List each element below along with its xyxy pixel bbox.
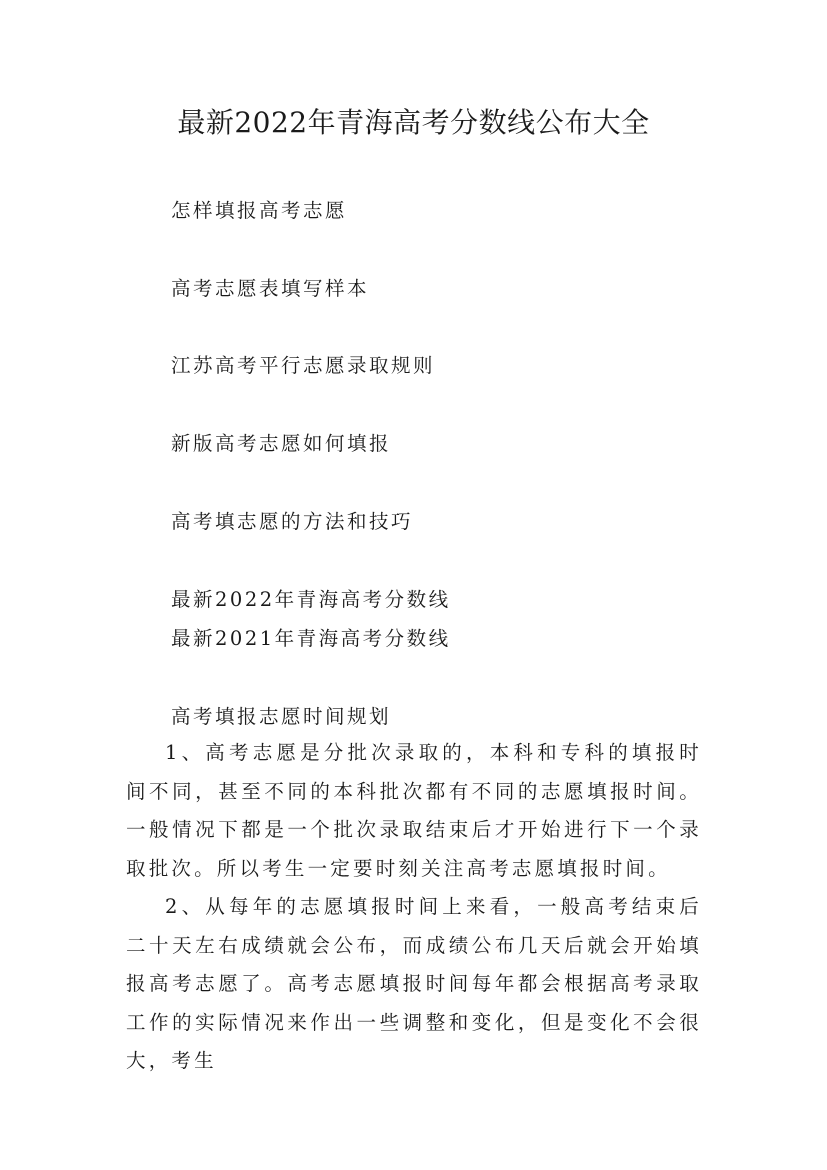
paragraph-2: 2、从每年的志愿填报时间上来看，一般高考结束后二十天左右成绩就会公布，而成绩公布几天后就会开始填报高考志愿了。高考志愿填报时间每年都会根据高考录取工作的实际情况来作出一些调整和变化，但是变化不会很大，考生	[126, 895, 702, 1072]
body-text	[126, 734, 702, 1081]
link-item-methods-tips[interactable]: 高考填志愿的方法和技巧	[171, 510, 414, 533]
link-item-form-sample[interactable]: 高考志愿表填写样本	[171, 277, 370, 300]
link-item-2021-scores[interactable]: 最新2021年青海高考分数线	[171, 627, 451, 650]
document-title: 最新2022年青海高考分数线公布大全	[177, 106, 650, 139]
link-item-how-to-fill[interactable]: 怎样填报高考志愿	[171, 199, 348, 222]
link-item-2022-scores[interactable]: 最新2022年青海高考分数线	[171, 588, 451, 611]
section-heading: 高考填报志愿时间规划	[171, 705, 392, 728]
link-item-jiangsu-rules[interactable]: 江苏高考平行志愿录取规则	[171, 354, 436, 377]
link-item-new-version[interactable]: 新版高考志愿如何填报	[171, 432, 392, 455]
paragraph-1: 1、高考志愿是分批次录取的，本科和专科的填报时间不同，甚至不同的本科批次都有不同的志愿填报时间。一般情况下都是一个批次录取结束后才开始进行下一个录取批次。所以考生一定要时刻关注高考志愿填报时间。	[126, 741, 702, 880]
